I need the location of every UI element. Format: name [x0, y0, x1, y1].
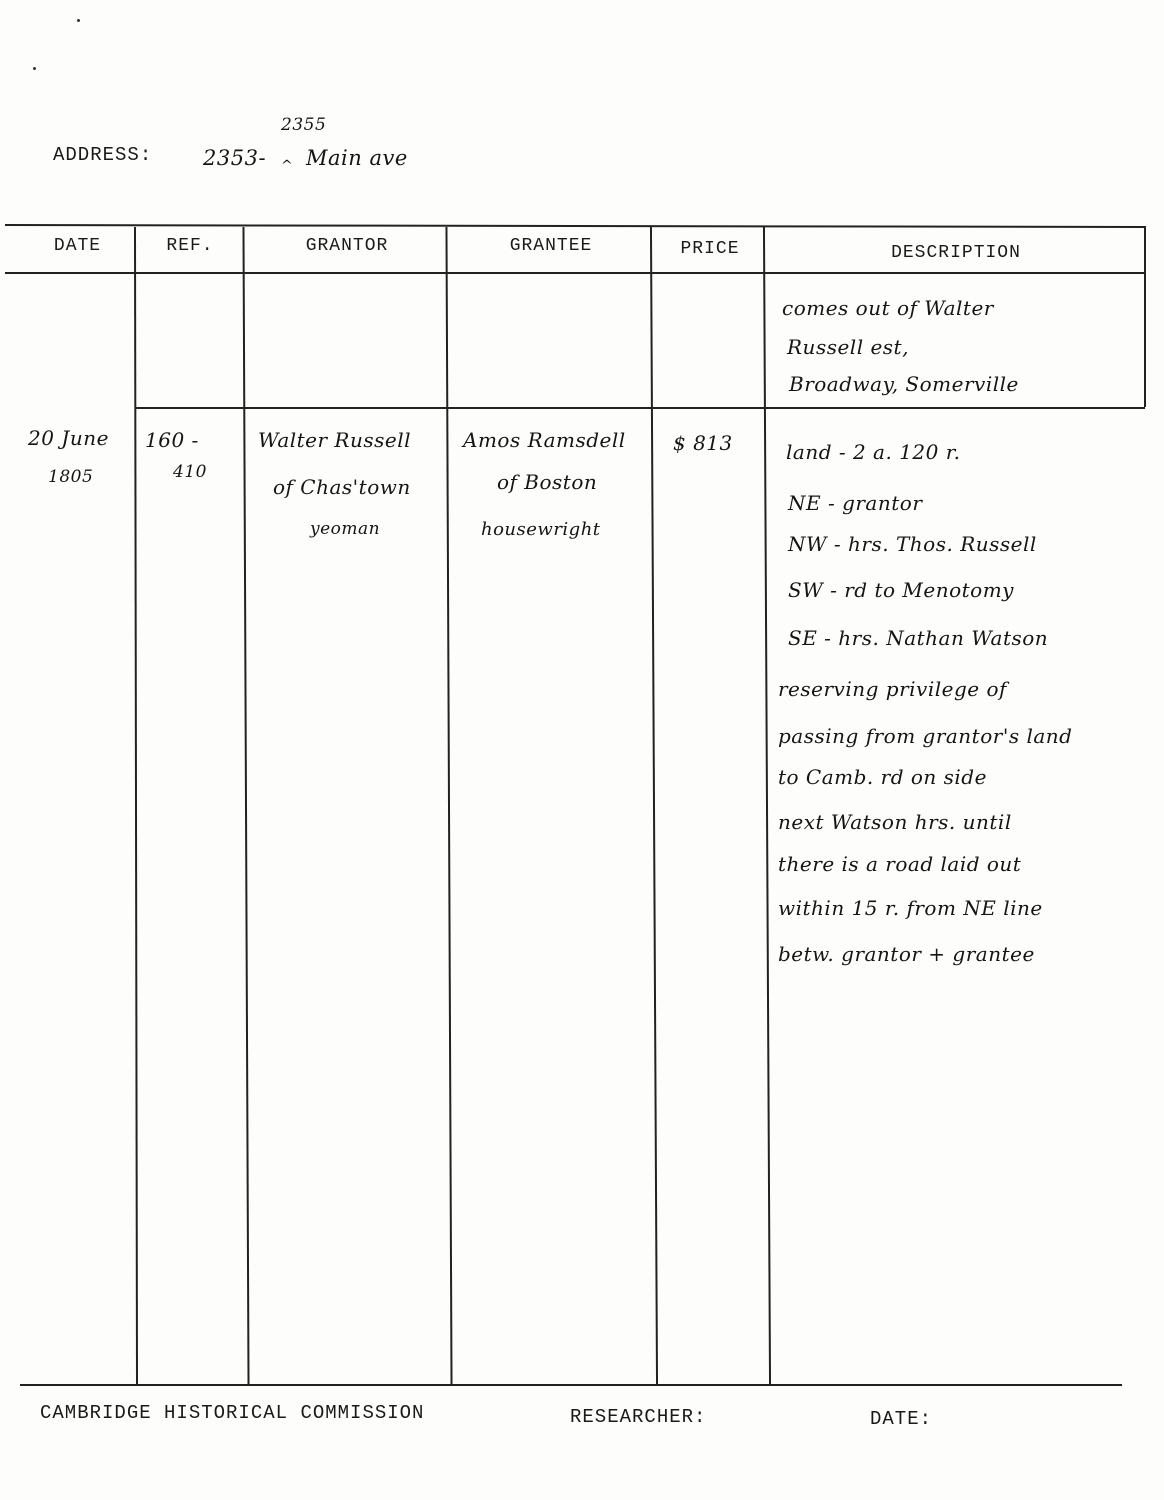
- address-street: Main ave: [306, 146, 408, 170]
- header-bottom-line: [5, 272, 1146, 274]
- row-price: $ 813: [673, 431, 733, 455]
- row-date: 20 June: [28, 426, 109, 450]
- row-description-line: passing from grantor's land: [778, 724, 1073, 748]
- col-divider-ref-grantor: [242, 227, 249, 1385]
- col-divider-grantee-price: [650, 227, 658, 1385]
- intro-description-line: comes out of Walter: [782, 296, 994, 320]
- row-grantee-residence: of Boston: [497, 470, 598, 494]
- row-grantor: Walter Russell: [258, 428, 412, 452]
- row-grantee-occupation: housewright: [481, 519, 601, 540]
- header-grantee: GRANTEE: [509, 236, 593, 256]
- header-ref: REF.: [166, 236, 214, 256]
- row-description-line: SW - rd to Menotomy: [788, 578, 1014, 602]
- header-description: DESCRIPTION: [891, 243, 1021, 263]
- row-description-line: betw. grantor + grantee: [778, 942, 1035, 966]
- intro-description-line: Broadway, Somerville: [789, 372, 1019, 396]
- footer-researcher-label: RESEARCHER:: [570, 1406, 707, 1428]
- row-grantor-occupation: yeoman: [310, 519, 381, 539]
- row-ref-page: 410: [173, 462, 207, 482]
- row-description-line: within 15 r. from NE line: [778, 896, 1043, 920]
- speck: [33, 67, 36, 70]
- footer-date-label: DATE:: [870, 1408, 933, 1430]
- col-divider-price-description: [763, 227, 771, 1385]
- row-description-line: SE - hrs. Nathan Watson: [788, 626, 1049, 650]
- intro-description-line: Russell est,: [787, 335, 909, 359]
- row-description-line: there is a road laid out: [778, 852, 1022, 876]
- col-divider-date-ref: [134, 227, 138, 1385]
- row-date-year: 1805: [48, 467, 94, 487]
- address-caret: ^: [281, 158, 294, 174]
- row-grantee: Amos Ramsdell: [463, 428, 626, 452]
- address-correction: 2355: [281, 115, 327, 135]
- row-description-line: NW - hrs. Thos. Russell: [788, 532, 1037, 556]
- address-label: ADDRESS:: [53, 144, 153, 166]
- row-description-line: next Watson hrs. until: [778, 810, 1012, 834]
- header-grantor: GRANTOR: [305, 236, 389, 256]
- col-divider-grantor-grantee: [445, 227, 452, 1385]
- table-top-line: [5, 224, 1146, 228]
- row-ref: 160 -: [145, 428, 199, 452]
- table-bottom-line: [20, 1384, 1122, 1386]
- row-description-line: NE - grantor: [788, 491, 923, 515]
- address-value: 2353-: [203, 146, 267, 170]
- row-grantor-residence: of Chas'town: [273, 475, 411, 499]
- footer-commission: CAMBRIDGE HISTORICAL COMMISSION: [40, 1402, 425, 1424]
- row-description-line: to Camb. rd on side: [778, 765, 987, 789]
- header-price: PRICE: [680, 239, 740, 259]
- row-description-line: land - 2 a. 120 r.: [786, 440, 961, 464]
- speck: [77, 19, 80, 22]
- header-date: DATE: [53, 236, 102, 256]
- intro-row-line: [135, 407, 1145, 409]
- table-right-edge: [1144, 227, 1146, 407]
- row-description-line: reserving privilege of: [778, 677, 1007, 701]
